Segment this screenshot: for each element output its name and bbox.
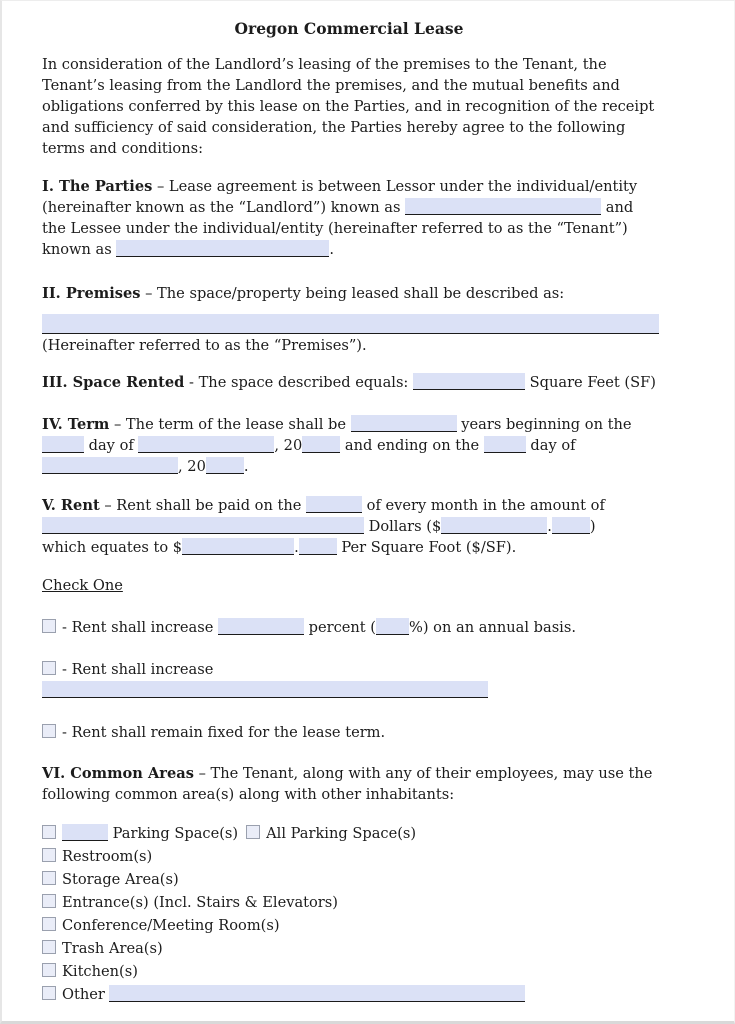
opt1-text-1: - Rent shall increase: [62, 619, 218, 636]
document-title: Oregon Commercial Lease: [234, 19, 464, 38]
trash-checkbox[interactable]: [42, 940, 56, 954]
conference-label: Conference/Meeting Room(s): [62, 917, 280, 934]
rent-due-day-field[interactable]: [306, 496, 362, 513]
other-description-field[interactable]: [109, 985, 525, 1002]
area-row-restrooms: [42, 845, 656, 868]
section-space-rented-heading: III. Space Rented: [42, 374, 185, 391]
area-row-parking: [42, 822, 656, 845]
option-rent-fixed: [42, 722, 656, 743]
trash-label: Trash Area(s): [62, 940, 163, 957]
rent-dollars-field[interactable]: [441, 517, 547, 534]
option-rent-increase-other: [42, 659, 656, 701]
term-text-3: day of: [84, 437, 139, 454]
parking-count-field[interactable]: [62, 824, 108, 841]
kitchen-label: Kitchen(s): [62, 963, 138, 980]
rent-text-3: Dollars ($: [364, 518, 442, 535]
parties-text-3: .: [329, 241, 335, 258]
section-rent-heading: V. Rent: [42, 497, 100, 514]
area-row-other: [42, 983, 656, 1006]
section-rent: [42, 495, 656, 558]
entrance-label: Entrance(s) (Incl. Stairs & Elevators): [62, 894, 338, 911]
area-row-kitchen: [42, 960, 656, 983]
storage-label: Storage Area(s): [62, 871, 179, 888]
term-text-4: , 20: [274, 437, 303, 454]
premises-description-field[interactable]: [42, 314, 659, 334]
increase-description-field[interactable]: [42, 681, 488, 698]
rent-text-6: which equates to $: [42, 539, 183, 556]
rent-text-1: – Rent shall be paid on the: [99, 497, 307, 514]
all-parking-label: All Parking Space(s): [266, 825, 417, 842]
start-month-field[interactable]: [138, 436, 274, 453]
opt3-text-1: - Rent shall remain fixed for the lease term.: [62, 724, 386, 741]
section-premises-heading: II. Premises: [42, 285, 141, 302]
rent-text-4: .: [547, 518, 552, 535]
rent-fixed-checkbox[interactable]: [42, 724, 56, 738]
psf-dollars-field[interactable]: [182, 538, 294, 555]
opt1-text-2: percent (: [303, 619, 376, 636]
term-text-8: .: [243, 458, 249, 475]
psf-cents-field[interactable]: [299, 538, 337, 555]
restrooms-checkbox[interactable]: [42, 848, 56, 862]
premises-text-1: – The space/property being leased shall be described as:: [140, 285, 565, 302]
rent-cents-field[interactable]: [552, 517, 590, 534]
term-text-6: day of: [525, 437, 576, 454]
parking-spaces-checkbox[interactable]: [42, 825, 56, 839]
rent-amount-words-field[interactable]: [42, 517, 364, 534]
option-rent-increase-percent: [42, 617, 656, 638]
section-common-areas: [42, 763, 656, 805]
term-text-7: , 20: [178, 458, 206, 475]
section-parties: [42, 176, 656, 260]
premises-note: (Hereinafter referred to as the “Premises”).: [42, 337, 367, 354]
section-premises: [42, 283, 656, 304]
start-year-field[interactable]: [302, 436, 340, 453]
rent-increase-other-checkbox[interactable]: [42, 661, 56, 675]
end-day-field[interactable]: [484, 436, 526, 453]
term-text-5: and ending on the: [340, 437, 484, 454]
section-term-heading: IV. Term: [42, 416, 110, 433]
rent-text-8: Per Square Foot ($/SF).: [336, 539, 517, 556]
section-parties-heading: I. The Parties: [42, 178, 153, 195]
section-term: [42, 414, 656, 477]
term-text-2: years beginning on the: [456, 416, 632, 433]
term-text-1: – The term of the lease shall be: [109, 416, 351, 433]
all-parking-checkbox[interactable]: [246, 825, 260, 839]
area-row-entrance: [42, 891, 656, 914]
conference-checkbox[interactable]: [42, 917, 56, 931]
tenant-name-field[interactable]: [116, 240, 329, 257]
other-checkbox[interactable]: [42, 986, 56, 1000]
opt2-text-1: - Rent shall increase: [62, 661, 214, 678]
increase-percent-number-field[interactable]: [376, 618, 409, 635]
rent-text-2: of every month in the amount of: [362, 497, 605, 514]
space-rented-text-1: - The space described equals:: [184, 374, 413, 391]
check-one-label: Check One: [42, 577, 123, 594]
check-one-heading: [42, 575, 656, 596]
space-rented-text-2: Square Feet (SF): [525, 374, 656, 391]
end-month-field[interactable]: [42, 457, 178, 474]
common-areas-text-1: – The Tenant, along with any of their employees, may use the following common area(s) along with other inhabitants:: [42, 765, 653, 803]
parties-text-1: – Lease agreement is between Lessor under the individual/entity (hereinafter known as the “Landlord”) known as: [42, 178, 638, 216]
term-years-field[interactable]: [351, 415, 457, 432]
restrooms-label: Restroom(s): [62, 848, 153, 865]
square-feet-field[interactable]: [413, 373, 525, 390]
increase-percent-field[interactable]: [218, 618, 304, 635]
area-row-storage: [42, 868, 656, 891]
rent-increase-percent-checkbox[interactable]: [42, 619, 56, 633]
entrance-checkbox[interactable]: [42, 894, 56, 908]
parking-label: Parking Space(s): [112, 825, 239, 842]
rent-text-5: ): [589, 518, 596, 535]
other-label: Other: [62, 986, 105, 1003]
area-row-conference: [42, 914, 656, 937]
section-common-areas-heading: VI. Common Areas: [42, 765, 194, 782]
opt1-text-3: %) on an annual basis.: [408, 619, 576, 636]
section-space-rented: [42, 372, 656, 393]
landlord-name-field[interactable]: [405, 198, 601, 215]
storage-checkbox[interactable]: [42, 871, 56, 885]
intro-paragraph: In consideration of the Landlord’s leasing of the premises to the Tenant, the Tenant’s leasing from the Landlord the premises, and the mutual benefits and obligations conferred by this lease on the Parties, and in recognition of the receipt and sufficiency of said consideration, the Parties hereby agree to the following terms and conditions:: [42, 56, 655, 157]
rent-text-7: .: [294, 539, 299, 556]
parties-text-2: and the Lessee under the individual/entity (hereinafter referred to as the “Tenant”) known as: [42, 199, 634, 258]
start-day-field[interactable]: [42, 436, 84, 453]
end-year-field[interactable]: [206, 457, 244, 474]
kitchen-checkbox[interactable]: [42, 963, 56, 977]
area-row-trash: [42, 937, 656, 960]
